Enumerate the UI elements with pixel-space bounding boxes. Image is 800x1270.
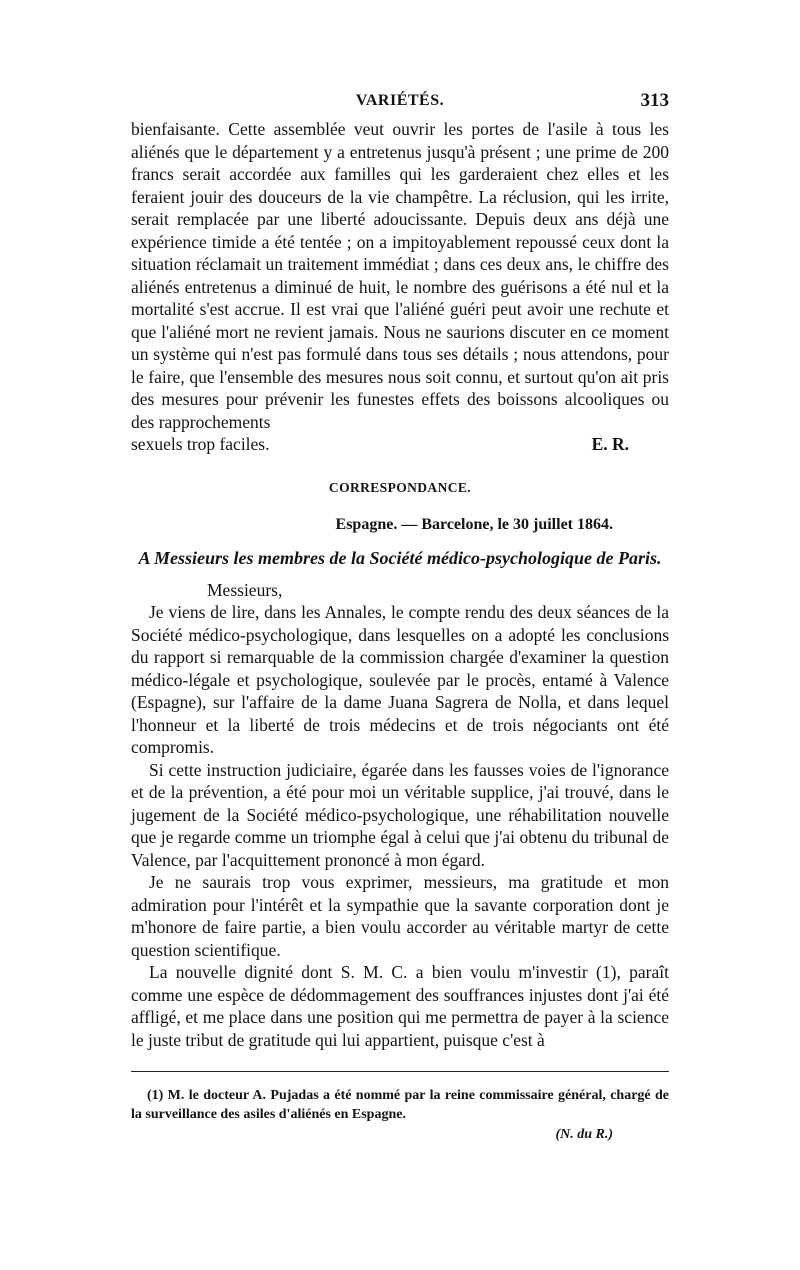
letter-salutation: Messieurs,: [207, 579, 283, 600]
continuation-paragraph: bienfaisante. Cette assemblée veut ouvrir les portes de l'asile à tous les aliénés que le département y a entretenus jusqu'à présent ; une prime de 200 francs serait accordée aux familles qui les garderaient chez elles et les feraient jouir des douceurs de la vie champêtre. La réclusion, qui les irrite, serait remplacée par une liberté adoucissante. Depuis deux ans déjà une expérience timide a été tentée ; on a impitoyablement repoussé ceux dont la situation réclamait un traitement immédiat ; dans ces deux ans, le chiffre des aliénés entretenus a diminué de huit, le nombre des guérisons a été nul et la mortalité s'est accrue. Il est vrai que l'aliéné guéri peut avoir une rechute et que l'aliéné mort ne revient jamais. Nous ne saurions discuter en ce moment un système qui n'est pas formulé dans tous ses détails ; nous attendons, pour le faire, que l'ensemble des mesures nous soit connu, et surtout qu'on ait pris des mesures pour prévenir les funestes effets des boissons alcooliques ou des rapprochements: [131, 119, 669, 432]
footnote-attribution: (N. du R.): [555, 1127, 613, 1142]
letter-paragraph: La nouvelle dignité dont S. M. C. a bien voulu m'investir (1), paraît comme une espèce de dédommagement des souffrances injustes dont j'ai été affligé, et me place dans une position qui me permettra de payer à la science le juste tribut de gratitude qui lui appartient, puisque c'est à: [131, 962, 669, 1050]
continuation-last-line: sexuels trop faciles.: [131, 434, 270, 454]
page-number: 313: [640, 90, 669, 111]
running-title: VARIÉTÉS.: [355, 92, 445, 109]
footnote-text: (1) M. le docteur A. Pujadas a été nommé par la reine commissaire général, chargé de la surveillance des asiles d'aliénés en Espagne.: [131, 1088, 669, 1122]
continuation-closing-line: [131, 433, 669, 456]
letter-paragraph: Je ne saurais trop vous exprimer, messieurs, ma gratitude et mon admiration pour l'intérêt et la sympathie que la savante corporation dont je m'honore de faire partie, a bien voulu accorder au véritable martyr de cette question scientifique.: [131, 872, 669, 960]
section-title: CORRESPONDANCE.: [328, 479, 472, 495]
author-signature: E. R.: [591, 434, 629, 454]
letter-paragraph: Si cette instruction judiciaire, égarée dans les fausses voies de l'ignorance et de la prévention, a été pour moi un véritable supplice, j'ai trouvé, dans le jugement de la Société médico-psychologique, une réhabilitation nouvelle que je regarde comme un triomphe égal à celui que j'ai obtenu du tribunal de Valence, par l'acquittement prononcé à mon égard.: [131, 759, 669, 870]
book-page: [131, 92, 669, 1146]
footnote: [131, 1086, 669, 1124]
letter-dateline: Espagne. — Barcelone, le 30 juillet 1864.: [335, 515, 613, 533]
letter-address: A Messieurs les membres de la Société médico-psychologique de Paris.: [138, 547, 662, 568]
footnote-divider: [131, 1071, 669, 1072]
letter-paragraph: Je viens de lire, dans les Annales, le compte rendu des deux séances de la Société médico-psychologique, dans lesquelles on a adopté les conclusions du rapport si remarquable de la commission chargée d'examiner la question médico-légale et psychologique, soulevée par le procès, entamé à Valence (Espagne), sur l'affaire de la dame Juana Sagrera de Nolla, et dans lequel l'honneur et la liberté de trois médecins et de trois négociants ont été compromis.: [131, 602, 669, 757]
page-header: [131, 92, 669, 118]
